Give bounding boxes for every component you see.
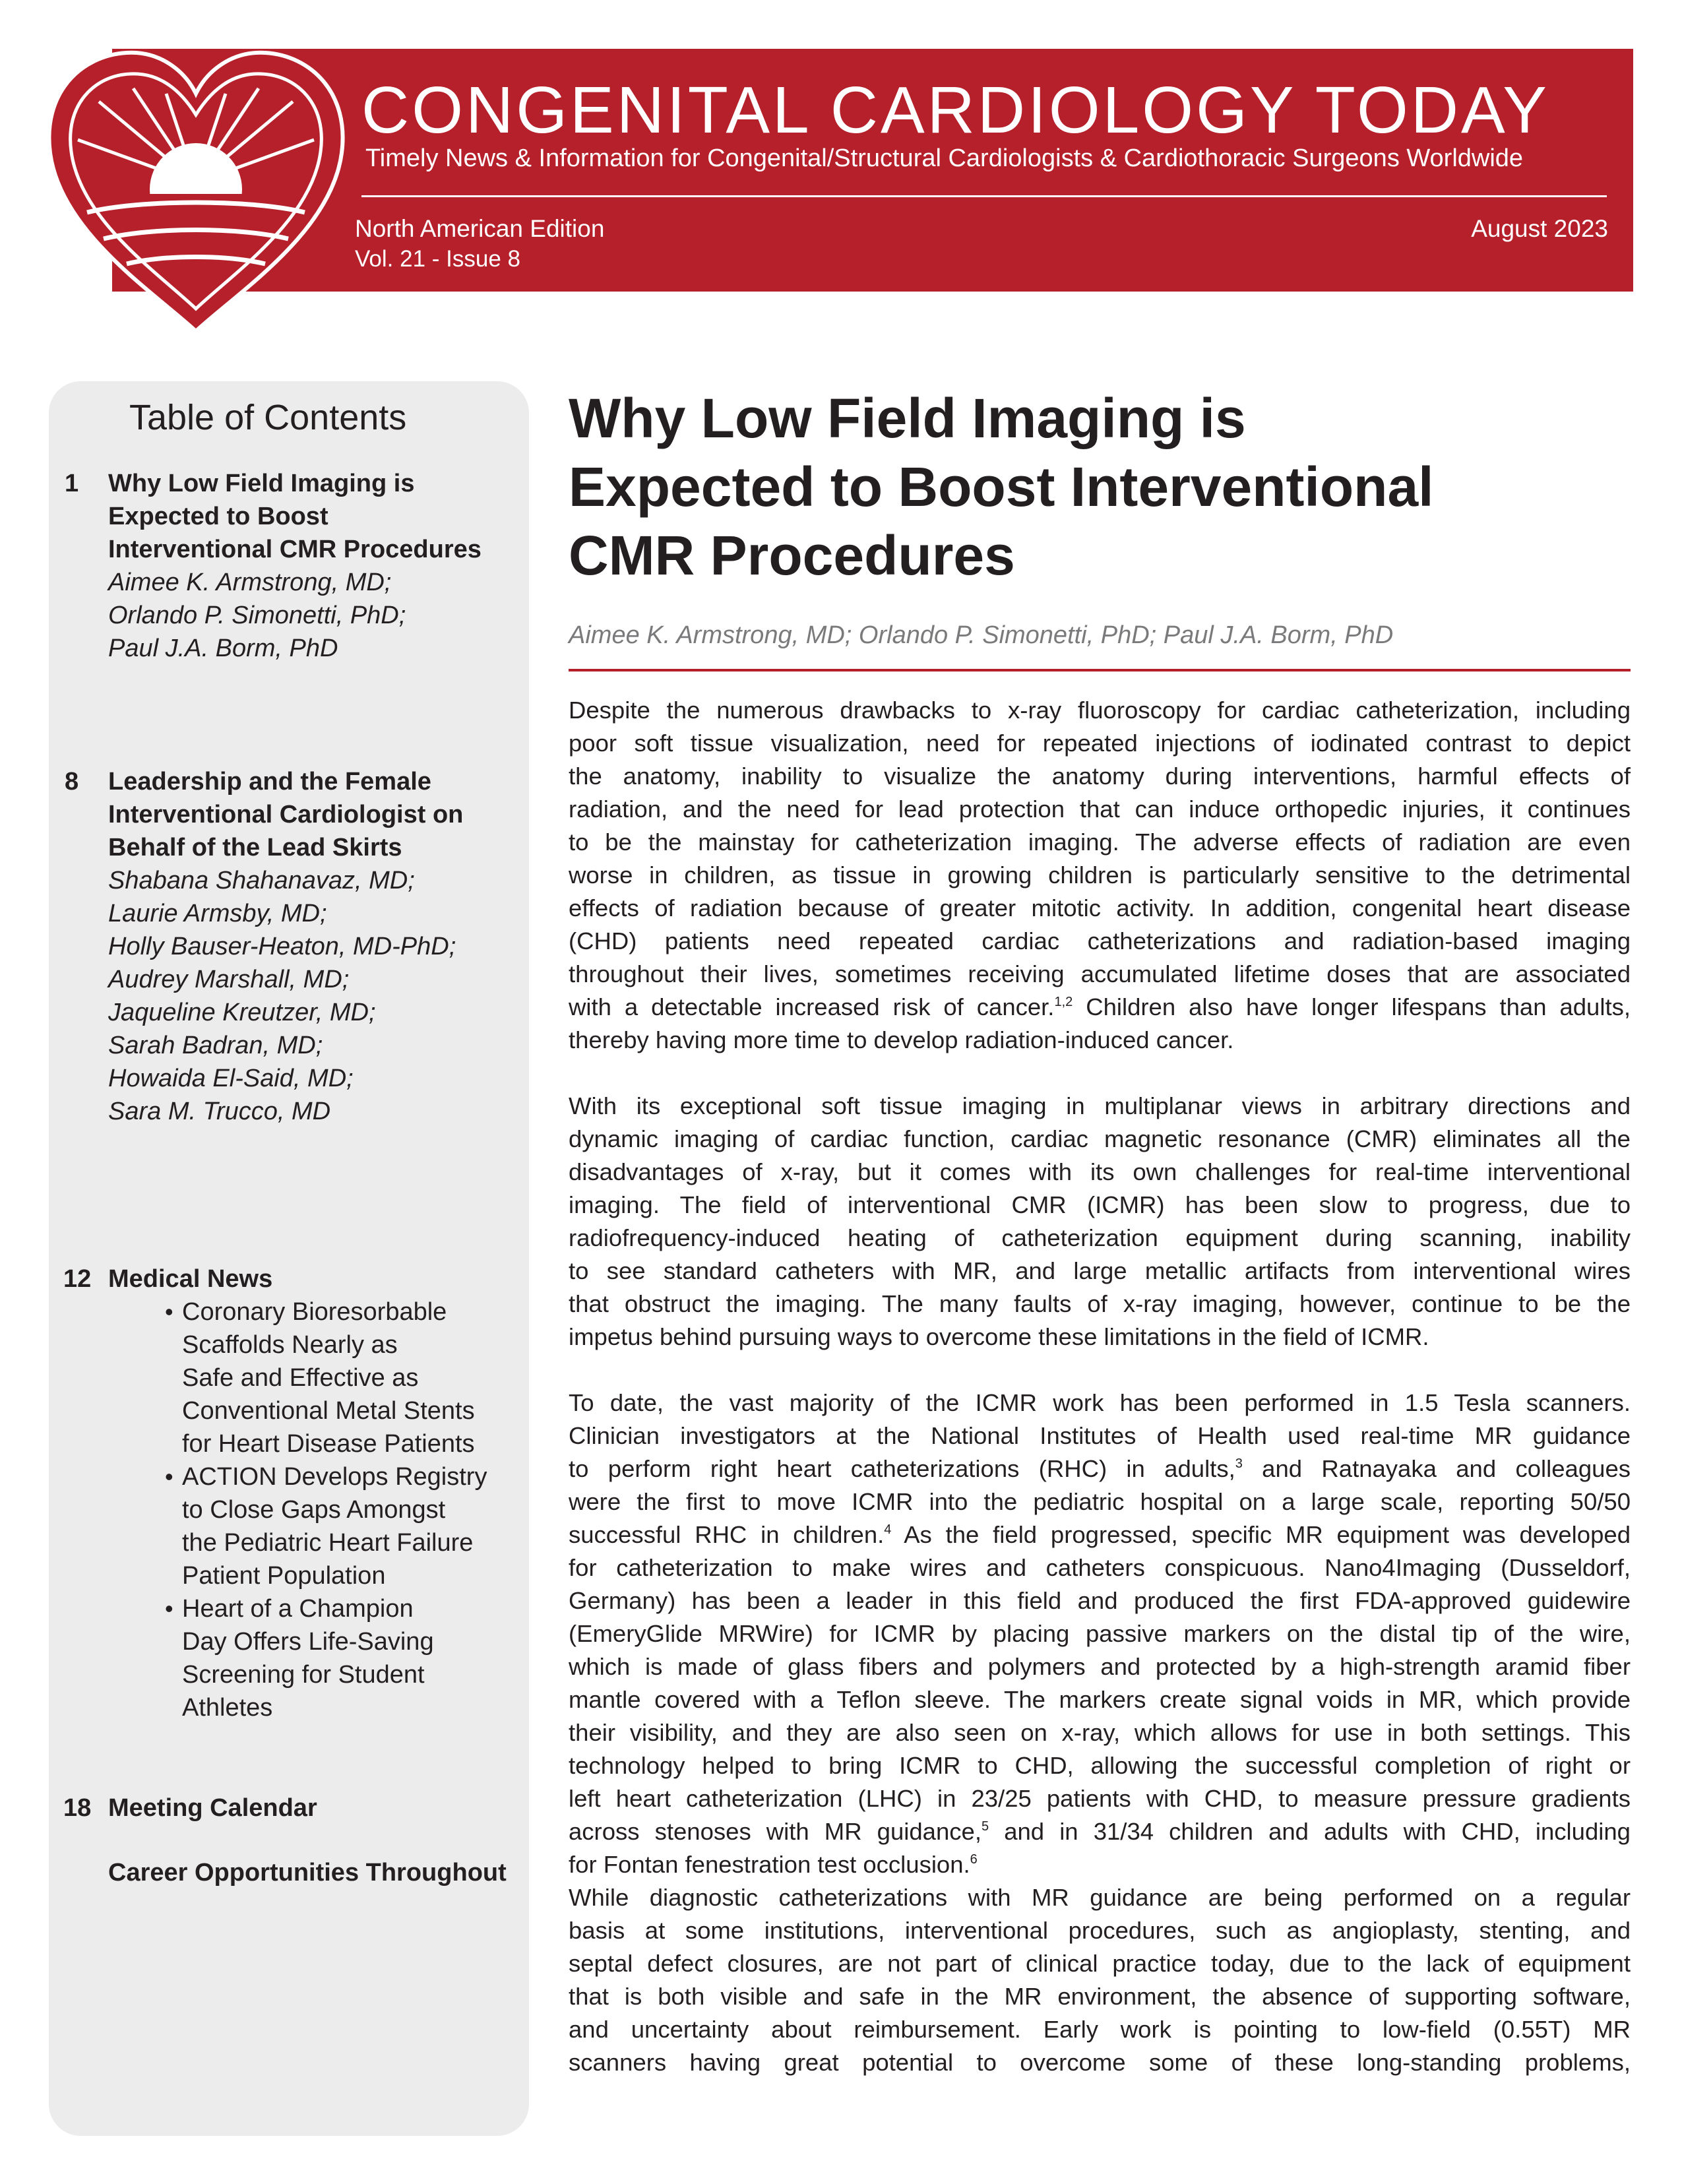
toc-bullet-item[interactable]: ACTION Develops Registry: [182, 1463, 487, 1491]
body-text: successful RHC in children.: [569, 1521, 885, 1548]
toc-entry-author: Holly Bauser-Heaton, MD-PhD;: [108, 933, 456, 960]
article-body-line: [569, 991, 1631, 1024]
toc-entry-heading: Medical News: [108, 1265, 273, 1293]
toc-entry-author: Sarah Badran, MD;: [108, 1032, 323, 1059]
toc-page-number: 1: [65, 470, 79, 497]
toc-entry-author: Shabana Shahanavaz, MD;: [108, 867, 415, 894]
article-body-line: the anatomy, inability to visualize the anatomy during interventions, harmful effects of: [569, 763, 1631, 790]
bullet-icon: •: [165, 1595, 173, 1622]
article-body-line: poor soft tissue visualization, need for repeated injections of iodinated contrast to depict: [569, 730, 1631, 757]
article-body-line: left heart catheterization (LHC) in 23/25 patients with CHD, to measure pressure gradients: [569, 1785, 1631, 1812]
toc-entry-heading: Interventional Cardiologist on: [108, 801, 464, 828]
masthead-subtitle: Timely News & Information for Congenital/Structural Cardiologists & Cardiothoracic Surgeons Worldwide: [365, 144, 1524, 172]
volume-issue-label: Vol. 21 - Issue 8: [355, 246, 520, 272]
body-text: Children also have longer lifespans than adults,: [1073, 993, 1631, 1020]
toc-entry-heading: Expected to Boost: [108, 503, 328, 530]
edition-label: North American Edition: [355, 215, 605, 242]
career-opportunities-link[interactable]: Career Opportunities Throughout: [108, 1859, 507, 1887]
article-body-line: scanners having great potential to overcome some of these long-standing problems,: [569, 2049, 1631, 2076]
article-body-line: [569, 1848, 1631, 1881]
heart-sunrise-logo-icon: [41, 41, 351, 351]
toc-bullet-item[interactable]: Screening for Student: [182, 1661, 425, 1689]
toc-entry-heading: Meeting Calendar: [108, 1794, 317, 1822]
article-body-line: dynamic imaging of cardiac function, cardiac magnetic resonance (CMR) eliminates all the: [569, 1125, 1631, 1152]
bullet-icon: •: [165, 1463, 173, 1490]
article-body-line: worse in children, as tissue in growing children is particularly sensitive to the detrimental: [569, 861, 1631, 889]
article-body-line: [569, 1815, 1631, 1848]
article-body-line: disadvantages of x-ray, but it comes with its own challenges for real-time interventional: [569, 1158, 1631, 1185]
toc-entry-author: Sara M. Trucco, MD: [108, 1098, 331, 1125]
toc-entry-author: Orlando P. Simonetti, PhD;: [108, 602, 406, 629]
body-text: and Ratnayaka and colleagues: [1242, 1455, 1631, 1482]
article-body-line: Clinician investigators at the National Institutes of Health used real-time MR guidance: [569, 1422, 1631, 1449]
toc-bullet-item[interactable]: for Heart Disease Patients: [182, 1430, 475, 1458]
toc-entry-author: Audrey Marshall, MD;: [108, 966, 350, 993]
article-body-line: radiation, and the need for lead protection that can induce orthopedic injuries, it continues: [569, 796, 1631, 823]
article-body-line: to see standard catheters with MR, and large metallic artifacts from interventional wires: [569, 1257, 1631, 1284]
toc-bullet-item[interactable]: Patient Population: [182, 1562, 386, 1590]
article-body-line: radiofrequency-induced heating of catheterization equipment during scanning, inability: [569, 1224, 1631, 1251]
article-body-line: for catheterization to make wires and catheters conspicuous. Nano4Imaging (Dusseldorf,: [569, 1554, 1631, 1581]
toc-entry-heading: Interventional CMR Procedures: [108, 536, 482, 563]
toc-bullet-item[interactable]: Coronary Bioresorbable: [182, 1298, 447, 1326]
article-body-line: throughout their lives, sometimes receiving accumulated lifetime doses that are associated: [569, 960, 1631, 987]
article-body-line: to be the mainstay for catheterization imaging. The adverse effects of radiation are even: [569, 828, 1631, 856]
article-body-line: Germany) has been a leader in this field and produced the first FDA-approved guidewire: [569, 1587, 1631, 1614]
article-body-line: which is made of glass fibers and polymers and protected by a high-strength aramid fiber: [569, 1653, 1631, 1680]
toc-bullet-item[interactable]: Conventional Metal Stents: [182, 1397, 475, 1425]
toc-page-number: 12: [63, 1265, 92, 1293]
article-body-line: thereby having more time to develop radiation-induced cancer.: [569, 1026, 1234, 1053]
toc-entry-heading: Leadership and the Female: [108, 768, 431, 796]
body-text: and in 31/34 children and adults with CHD, including: [989, 1818, 1631, 1845]
article-body-line: imaging. The field of interventional CMR (ICMR) has been slow to progress, due to: [569, 1191, 1631, 1218]
article-body-line: were the first to move ICMR into the pediatric hospital on a large scale, reporting 50/50: [569, 1488, 1631, 1515]
body-text: across stenoses with MR guidance,: [569, 1818, 981, 1845]
masthead-title: CONGENITAL CARDIOLOGY TODAY: [361, 73, 1549, 147]
article-title-line: CMR Procedures: [569, 524, 1015, 586]
article-body-line: (EmeryGlide MRWire) for ICMR by placing passive markers on the distal tip of the wire,: [569, 1620, 1631, 1647]
citation-superscript[interactable]: 1,2: [1054, 995, 1073, 1009]
toc-bullet-item[interactable]: Athletes: [182, 1694, 273, 1722]
article-body-line: While diagnostic catheterizations with MR guidance are being performed on a regular: [569, 1884, 1631, 1911]
article-body-line: With its exceptional soft tissue imaging in multiplanar views in arbitrary directions and: [569, 1092, 1631, 1119]
article-body-line: basis at some institutions, interventional procedures, such as angioplasty, stenting, and: [569, 1917, 1631, 1944]
article-body-line: To date, the vast majority of the ICMR work has been performed in 1.5 Tesla scanners.: [569, 1389, 1631, 1416]
citation-superscript[interactable]: 3: [1235, 1456, 1243, 1471]
toc-entry-author: Laurie Armsby, MD;: [108, 900, 327, 927]
article-body-line: effects of radiation because of greater mitotic activity. In addition, congenital heart disease: [569, 894, 1631, 921]
issue-date: August 2023: [1471, 215, 1608, 242]
article-body-line: mantle covered with a Teflon sleeve. The markers create signal voids in MR, which provide: [569, 1686, 1631, 1713]
article-body-line: that obstruct the imaging. The many faults of x-ray imaging, however, continue to be the: [569, 1290, 1631, 1317]
article-body-line: impetus behind pursuing ways to overcome these limitations in the field of ICMR.: [569, 1323, 1429, 1350]
body-text: with a detectable increased risk of cancer.: [569, 993, 1055, 1020]
article-body-line: technology helped to bring ICMR to CHD, allowing the successful completion of right or: [569, 1752, 1631, 1779]
article-title: [569, 384, 1434, 590]
article-body-line: their visibility, and they are also seen on x-ray, which allows for use in both settings. This: [569, 1719, 1631, 1746]
body-text: for Fontan fenestration test occlusion.: [569, 1851, 970, 1878]
article-body-line: septal defect closures, are not part of clinical practice today, due to the lack of equipment: [569, 1950, 1631, 1977]
article-body-line: that is both visible and safe in the MR environment, the absence of supporting software,: [569, 1983, 1631, 2010]
article-body-line: [569, 1452, 1631, 1485]
toc-bullet-item[interactable]: Safe and Effective as: [182, 1364, 419, 1392]
article-body-line: (CHD) patients need repeated cardiac catheterizations and radiation-based imaging: [569, 927, 1631, 954]
toc-entry-author: Paul J.A. Borm, PhD: [108, 635, 338, 662]
toc-bullet-item[interactable]: the Pediatric Heart Failure: [182, 1529, 474, 1557]
body-text: to perform right heart catheterizations (RHC) in adults,: [569, 1455, 1235, 1482]
body-text: As the field progressed, specific MR equipment was developed: [891, 1521, 1631, 1548]
toc-page-number: 18: [63, 1794, 92, 1822]
citation-superscript[interactable]: 5: [981, 1819, 989, 1834]
toc-entry-author: Howaida El-Said, MD;: [108, 1065, 354, 1092]
byline-divider: [569, 669, 1631, 671]
toc-bullet-item[interactable]: Scaffolds Nearly as: [182, 1331, 398, 1359]
article-byline: Aimee K. Armstrong, MD; Orlando P. Simonetti, PhD; Paul J.A. Borm, PhD: [569, 621, 1394, 649]
toc-entry-heading: Behalf of the Lead Skirts: [108, 834, 402, 861]
toc-bullet-item[interactable]: Day Offers Life-Saving: [182, 1628, 434, 1656]
article-body-line: and uncertainty about reimbursement. Early work is pointing to low-field (0.55T) MR: [569, 2016, 1631, 2043]
toc-entry-author: Aimee K. Armstrong, MD;: [108, 569, 392, 596]
toc-entry-author: Jaqueline Kreutzer, MD;: [108, 999, 376, 1026]
masthead-divider: [361, 195, 1607, 197]
article-body-line: [569, 1518, 1631, 1551]
article-title-line: Why Low Field Imaging is: [569, 387, 1246, 449]
bullet-icon: •: [165, 1298, 173, 1325]
toc-title: Table of Contents: [129, 398, 407, 437]
toc-entry-heading: Why Low Field Imaging is: [108, 470, 415, 497]
citation-superscript[interactable]: 4: [884, 1522, 892, 1537]
article-title-line: Expected to Boost Interventional: [569, 456, 1434, 518]
toc-bullet-item[interactable]: to Close Gaps Amongst: [182, 1496, 446, 1524]
toc-page-number: 8: [65, 768, 79, 796]
toc-bullet-item[interactable]: Heart of a Champion: [182, 1595, 414, 1623]
citation-superscript[interactable]: 6: [970, 1852, 978, 1867]
article-body-line: Despite the numerous drawbacks to x-ray fluoroscopy for cardiac catheterization, including: [569, 697, 1631, 724]
